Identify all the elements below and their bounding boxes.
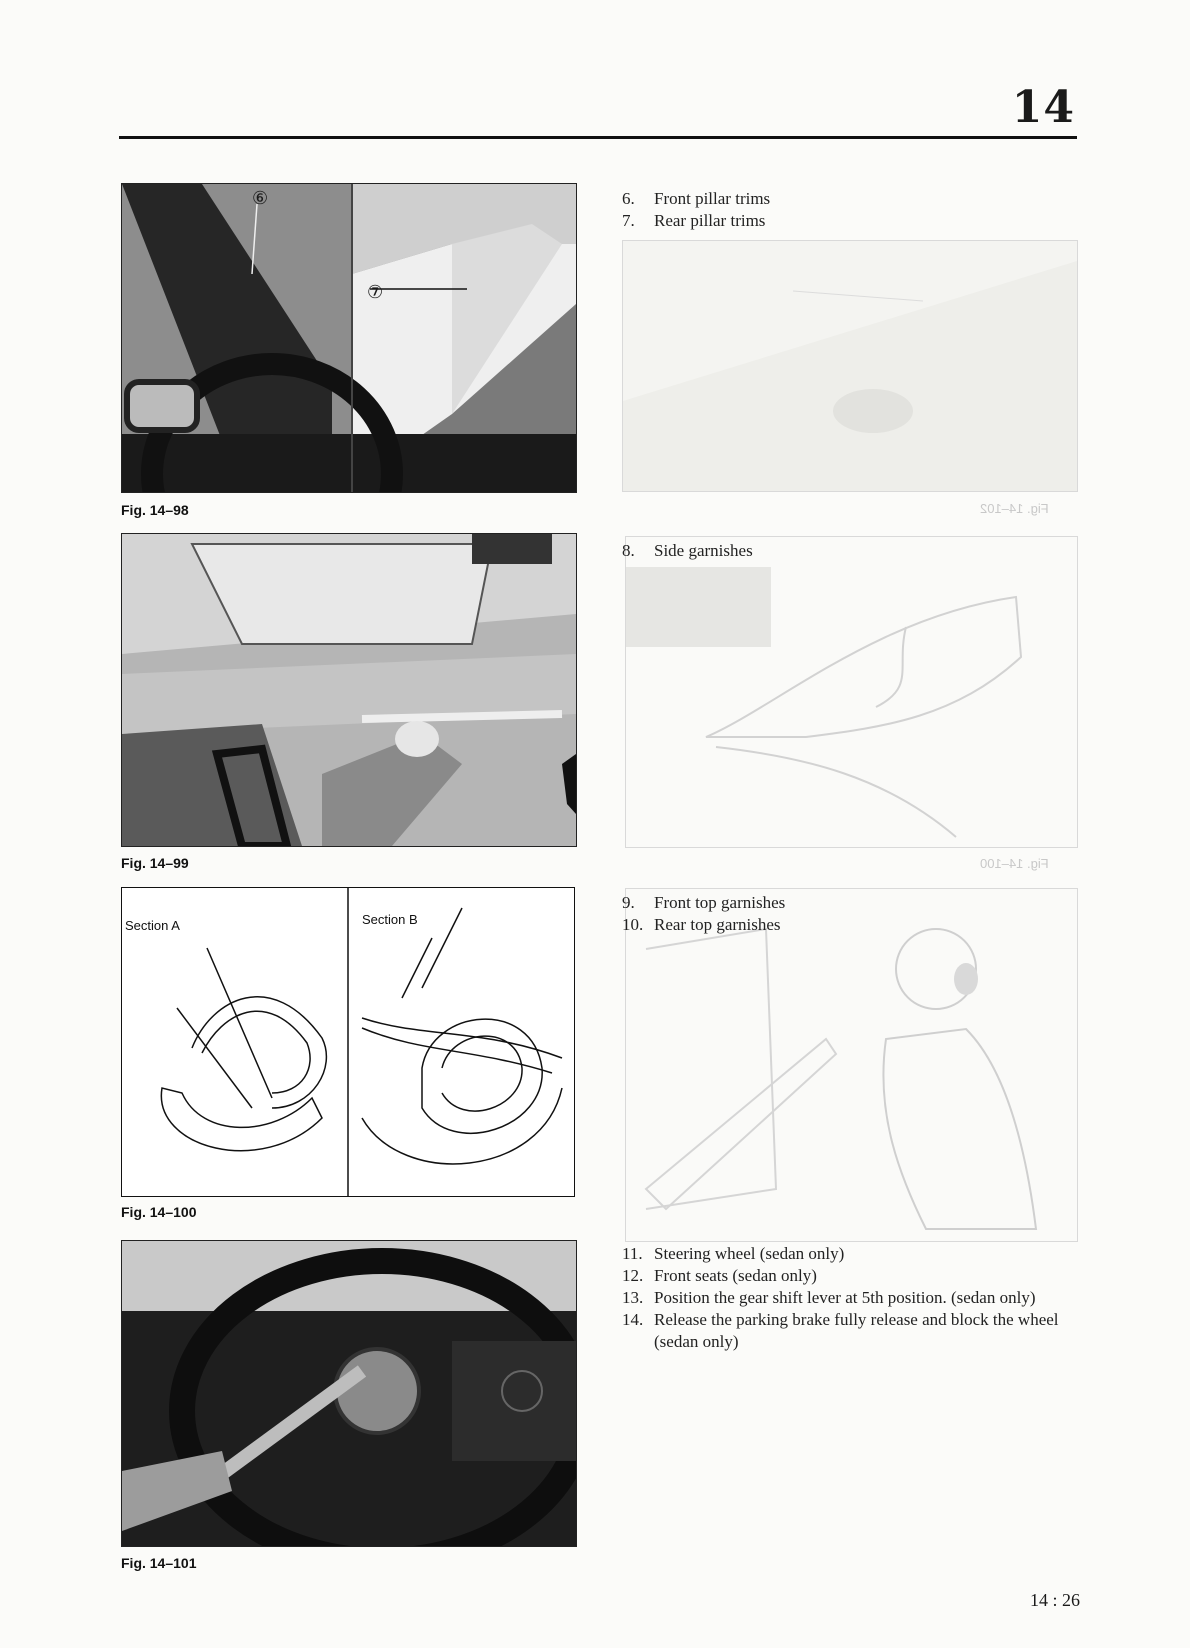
section-b-label: Section B	[362, 912, 418, 927]
ghost-image-lower	[625, 888, 1078, 1242]
notes-block-2	[622, 540, 753, 562]
list-item: 11. Steering wheel (sedan only)	[622, 1244, 845, 1263]
list-item: 13. Position the gear shift lever at 5th position. (sedan only)	[622, 1288, 1036, 1307]
list-item: 7. Rear pillar trims	[622, 211, 766, 230]
list-item: 14. Release the parking brake fully release and block the wheel (sedan only)	[622, 1310, 1059, 1351]
ghost-caption-top: Fig. 14–102	[980, 501, 1049, 516]
callout-6: ⑥	[252, 188, 269, 208]
figure-14-100-diagram	[121, 887, 575, 1197]
notes-block-4	[622, 1243, 1077, 1353]
figure-14-99-caption: Fig. 14–99	[121, 855, 189, 871]
figure-14-100-caption: Fig. 14–100	[121, 1204, 197, 1220]
ghost-image-top	[622, 240, 1078, 492]
figure-14-98-photo	[121, 183, 577, 493]
list-item: 6. Front pillar trims	[622, 189, 771, 208]
list-item: 9. Front top garnishes	[622, 893, 786, 912]
page-number: 14 : 26	[1029, 1590, 1080, 1610]
callout-7: ⑦	[367, 282, 384, 302]
list-item: 8. Side garnishes	[622, 541, 753, 560]
notes-block-1	[622, 188, 770, 232]
figure-14-101-photo	[121, 1240, 577, 1547]
figure-14-98-caption: Fig. 14–98	[121, 502, 189, 518]
ghost-caption-middle: Fig. 14–100	[980, 856, 1049, 871]
list-item: 12. Front seats (sedan only)	[622, 1266, 817, 1285]
ghost-image-middle	[625, 536, 1078, 848]
list-item: 10. Rear top garnishes	[622, 915, 781, 934]
header-rule	[119, 136, 1077, 139]
figure-14-101-caption: Fig. 14–101	[121, 1555, 197, 1571]
chapter-number: 14	[1011, 82, 1075, 133]
section-a-label: Section A	[125, 918, 180, 933]
notes-block-3	[622, 892, 785, 936]
figure-14-99-photo	[121, 533, 577, 847]
